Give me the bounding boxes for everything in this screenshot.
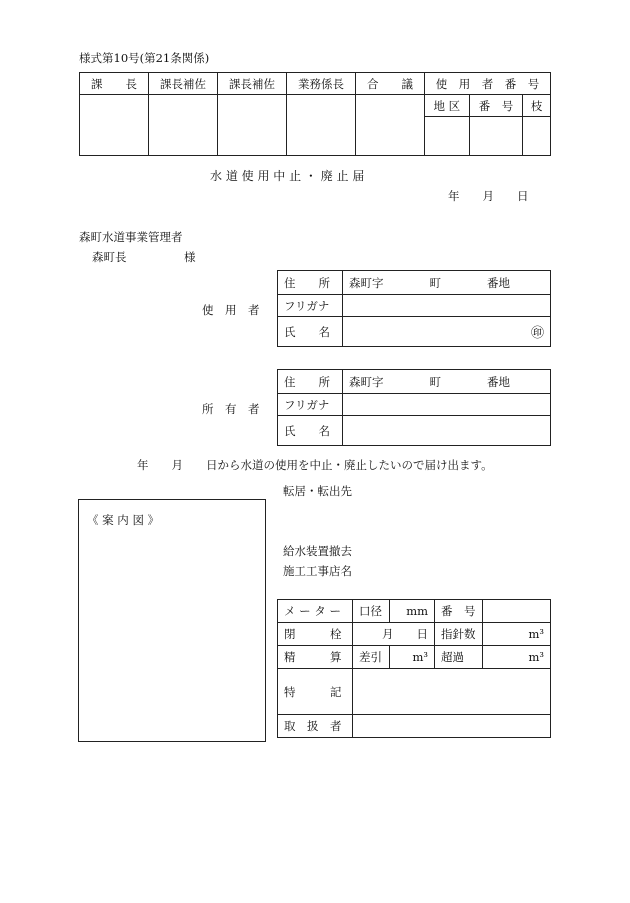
map-box[interactable]: [78, 499, 266, 742]
excess-field[interactable]: m³: [482, 646, 551, 669]
header-user-number: 使 用 者 番 号: [425, 73, 551, 95]
header-section-chief: 課 長: [80, 73, 149, 95]
meter-number-label: 番 号: [435, 600, 483, 623]
form-title: 水 道 使 用 中 止 ・ 廃 止 届: [210, 169, 365, 183]
owner-furigana-label: フリガナ: [278, 394, 343, 416]
header-business-chief: 業務係長: [287, 73, 356, 95]
deduct-label: 差引: [353, 646, 390, 669]
relocation-label: 転居・転出先: [283, 484, 352, 498]
deduct-field[interactable]: m³: [390, 646, 435, 669]
number-field[interactable]: [469, 117, 523, 156]
stamp-cell-1[interactable]: [80, 95, 149, 156]
owner-label: 所 有 者: [202, 402, 260, 416]
stamp-cell-3[interactable]: [218, 95, 287, 156]
notes-field[interactable]: [353, 669, 551, 715]
user-name-field[interactable]: [343, 317, 551, 347]
stamp-cell-4[interactable]: [287, 95, 356, 156]
owner-table: [277, 369, 551, 446]
stamp-cell-2[interactable]: [149, 95, 218, 156]
user-furigana-label: フリガナ: [278, 295, 343, 317]
reading-label: 指針数: [435, 623, 483, 646]
stamp-cell-5[interactable]: [356, 95, 425, 156]
owner-name-label: 氏 名: [278, 416, 343, 446]
owner-address-label: 住 所: [278, 370, 343, 394]
user-label: 使 用 者: [202, 303, 260, 317]
diameter-field[interactable]: [390, 600, 435, 623]
header-district: 地 区: [425, 95, 470, 117]
meter-table: [277, 599, 551, 738]
header-assistant-1: 課長補佐: [149, 73, 218, 95]
owner-address-field[interactable]: 森町字 町 番地: [343, 370, 551, 394]
form-number: 様式第10号(第21条関係): [79, 51, 210, 65]
contractor-label: 施工工事店名: [283, 564, 352, 578]
user-address-field[interactable]: 森町字 町 番地: [343, 271, 551, 295]
user-address-label: 住 所: [278, 271, 343, 295]
user-table: [277, 270, 551, 347]
statement-text: 年 月 日から水道の使用を中止・廃止したいので届け出ます。: [137, 458, 493, 472]
diameter-label: 口径: [353, 600, 390, 623]
district-field[interactable]: [425, 117, 470, 156]
close-date-field[interactable]: 月 日: [353, 623, 435, 646]
owner-name-field[interactable]: [343, 416, 551, 446]
branch-field[interactable]: [523, 117, 551, 156]
header-consultation: 合 議: [356, 73, 425, 95]
date-line: 年 月 日: [448, 189, 529, 203]
approval-table: [79, 72, 551, 156]
map-label: 《 案 内 図 》: [87, 513, 160, 527]
meter-label: メ ー タ ー: [278, 600, 353, 623]
device-removal-label: 給水装置撤去: [283, 544, 352, 558]
addressee-line1: 森町水道事業管理者: [79, 230, 183, 244]
header-branch: 枝: [523, 95, 551, 117]
close-label: 閉 栓: [278, 623, 353, 646]
excess-label: 超過: [435, 646, 483, 669]
meter-number-field[interactable]: [482, 600, 551, 623]
owner-furigana-field[interactable]: [343, 394, 551, 416]
handler-field[interactable]: [353, 715, 551, 738]
user-furigana-field[interactable]: [343, 295, 551, 317]
addressee-line2: 森町長 様: [92, 250, 196, 264]
user-name-label: 氏 名: [278, 317, 343, 347]
reading-field[interactable]: m³: [482, 623, 551, 646]
settle-label: 精 算: [278, 646, 353, 669]
handler-label: 取 扱 者: [278, 715, 353, 738]
diameter-unit: mm: [406, 604, 428, 618]
header-assistant-2: 課長補佐: [218, 73, 287, 95]
notes-label: 特 記: [278, 669, 353, 715]
header-number: 番 号: [469, 95, 523, 117]
seal-mark: ㊞: [530, 326, 544, 341]
